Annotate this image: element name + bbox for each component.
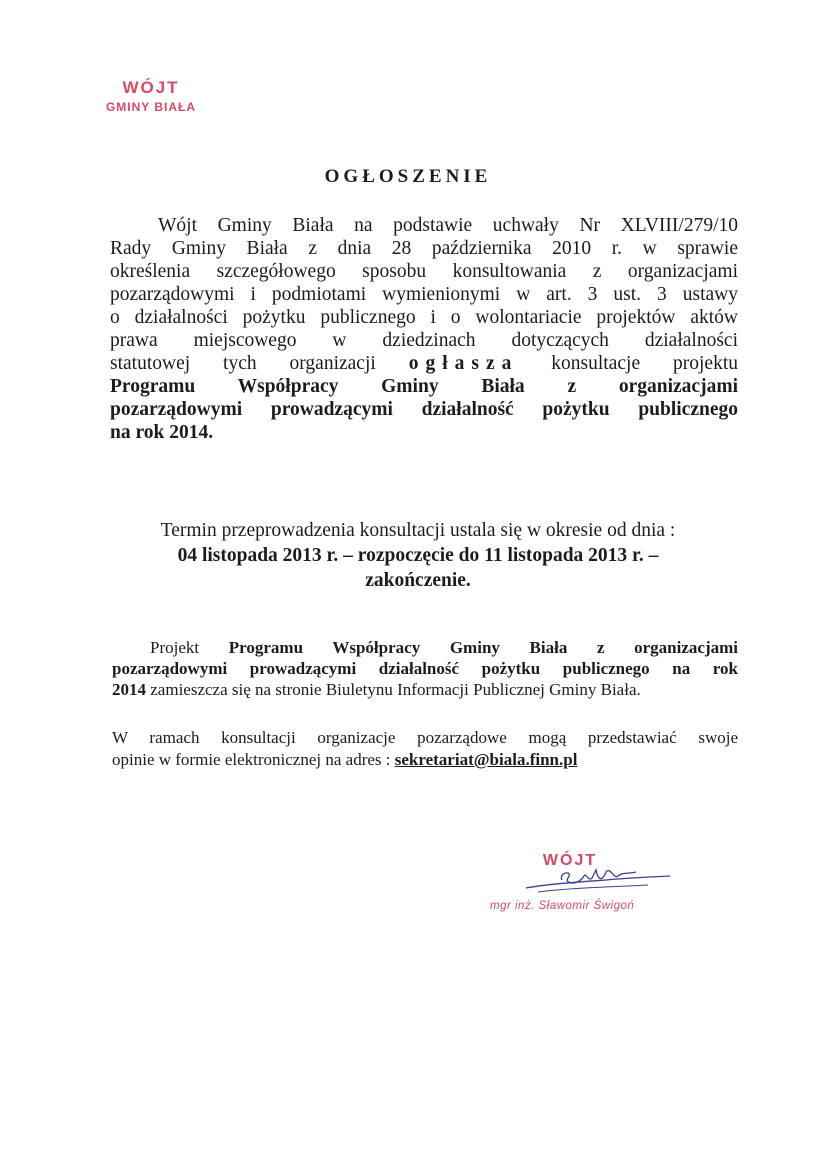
page-title: OGŁOSZENIE [324,166,492,187]
program-title-line: pozarządowymi prowadzącymi działalność pożytku publicznego [110,399,738,420]
stamp-subtitle: GMINY BIAŁA [105,100,197,114]
period-dates: 04 listopada 2013 r. – rozpoczęcie do 11 listopada 2013 r. – [177,545,659,566]
signer-name: mgr inż. Sławomir Świgoń [490,900,635,912]
line-start: statutowej tych organizacji [110,353,409,374]
period-intro: Termin przeprowadzenia konsultacji ustala się w okresie od dnia : [160,520,676,541]
intro-text: Projekt [150,638,229,657]
program-title: Programu Współpracy Gminy Biała z organizacjami [228,638,738,657]
announce-word: ogłasza [408,353,519,374]
paragraph-line [112,679,738,700]
paragraph-line: określenia szczegółowego sposobu konsultowania z organizacjami [110,261,738,282]
publication-text: zamieszcza się na stronie Biuletynu Informacji Publicznej Gminy Biała. [146,680,641,699]
program-year: 2014 [112,680,146,699]
paragraph-line: Wójt Gminy Biała na podstawie uchwały Nr XLVIII/279/10 [158,215,738,236]
line-end: konsultacje projektu [518,353,738,374]
header-stamp [86,78,216,116]
paragraph-line: W ramach konsultacji organizacje pozarządowe mogą przedstawiać swoje [112,728,738,747]
paragraph-line: Rady Gminy Biała z dnia 28 października 2010 r. w sprawie [110,238,738,259]
paragraph-line [112,637,738,658]
paragraph-line: prawa miejscowego w dziedzinach dotyczących działalności [110,330,738,351]
announcement-paragraph [110,214,738,444]
program-title-line: Programu Współpracy Gminy Biała z organizacjami [110,376,738,397]
paragraph-line: pozarządowymi i podmiotami wymienionymi w art. 3 ust. 3 ustawy [110,284,738,305]
program-title-line: pozarządowymi prowadzącymi działalność pożytku publicznego na rok [112,659,738,678]
paragraph-line: o działalności pożytku publicznego i o wolontariacie projektów aktów [110,307,738,328]
consultation-period [100,518,736,593]
signature-stamp: WÓJT [542,852,598,869]
stamp-title: WÓJT [122,78,180,97]
program-title-line: na rok 2014. [110,422,214,443]
handwritten-signature [518,858,678,898]
period-end: zakończenie. [365,570,471,591]
email-link[interactable]: sekretariat@biala.finn.pl [394,750,578,769]
publication-paragraph [112,637,738,700]
address-intro: opinie w formie elektronicznej na adres : [112,750,395,769]
paragraph-line [110,352,738,375]
submission-paragraph [112,727,738,771]
paragraph-line [112,749,738,771]
